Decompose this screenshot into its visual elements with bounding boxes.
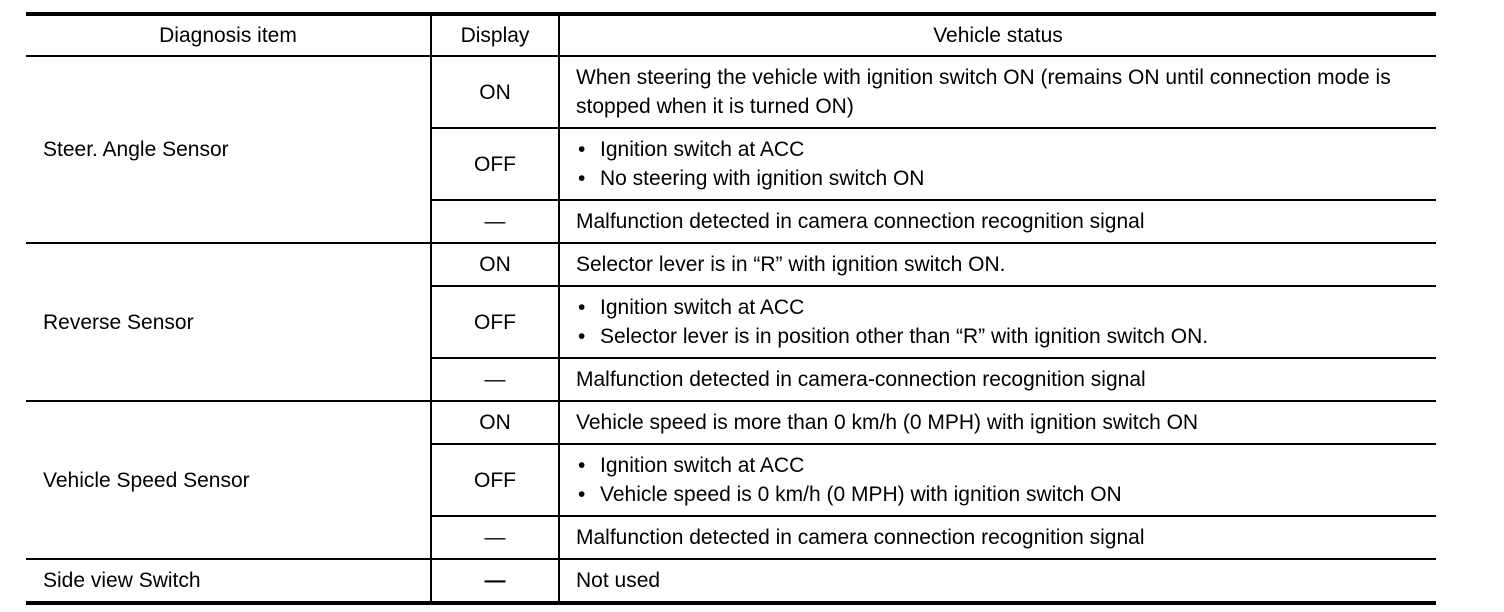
diagnosis-item-cell: Steer. Angle Sensor (26, 56, 431, 243)
status-bullet: • Selector lever is in position other than “R” with ignition switch ON. (576, 322, 1420, 351)
group-reverse-sensor (26, 243, 1436, 401)
table-row (26, 56, 1436, 128)
table-row (26, 559, 1436, 603)
status-bullet-list (576, 451, 1420, 509)
display-cell: — (431, 559, 559, 603)
status-cell (559, 444, 1436, 516)
display-cell: — (431, 358, 559, 401)
diagnosis-item-cell: Reverse Sensor (26, 243, 431, 401)
display-cell: ON (431, 401, 559, 444)
display-cell: ON (431, 243, 559, 286)
header-vehicle-status: Vehicle status (559, 14, 1436, 56)
diagnosis-item-cell: Side view Switch (26, 559, 431, 603)
status-cell: When steering the vehicle with ignition switch ON (remains ON until connection mode is stopped when it is turned ON) (559, 56, 1436, 128)
status-bullet: • No steering with ignition switch ON (576, 164, 1420, 193)
display-cell: — (431, 200, 559, 243)
group-vehicle-speed-sensor (26, 401, 1436, 559)
group-side-view-switch (26, 559, 1436, 603)
header-diagnosis-item: Diagnosis item (26, 14, 431, 56)
display-cell: OFF (431, 444, 559, 516)
table-row (26, 401, 1436, 444)
status-bullet: • Ignition switch at ACC (576, 451, 1420, 480)
diagnosis-item-cell: Vehicle Speed Sensor (26, 401, 431, 559)
header-row (26, 14, 1436, 56)
status-bullet-list (576, 293, 1420, 351)
status-cell: Vehicle speed is more than 0 km/h (0 MPH) with ignition switch ON (559, 401, 1436, 444)
display-cell: ON (431, 56, 559, 128)
status-cell: Selector lever is in “R” with ignition switch ON. (559, 243, 1436, 286)
header-display: Display (431, 14, 559, 56)
table-row (26, 243, 1436, 286)
status-bullet: • Vehicle speed is 0 km/h (0 MPH) with ignition switch ON (576, 480, 1420, 509)
status-bullet: • Ignition switch at ACC (576, 135, 1420, 164)
status-cell: Not used (559, 559, 1436, 603)
status-bullet-list (576, 135, 1420, 193)
display-cell: OFF (431, 286, 559, 358)
status-cell: Malfunction detected in camera connection recognition signal (559, 200, 1436, 243)
status-cell (559, 286, 1436, 358)
status-bullet: • Ignition switch at ACC (576, 293, 1420, 322)
status-cell (559, 128, 1436, 200)
display-cell: OFF (431, 128, 559, 200)
group-steer-angle-sensor (26, 56, 1436, 243)
status-cell: Malfunction detected in camera-connection recognition signal (559, 358, 1436, 401)
diagnosis-table (26, 12, 1436, 605)
display-cell: — (431, 516, 559, 559)
status-cell: Malfunction detected in camera connection recognition signal (559, 516, 1436, 559)
